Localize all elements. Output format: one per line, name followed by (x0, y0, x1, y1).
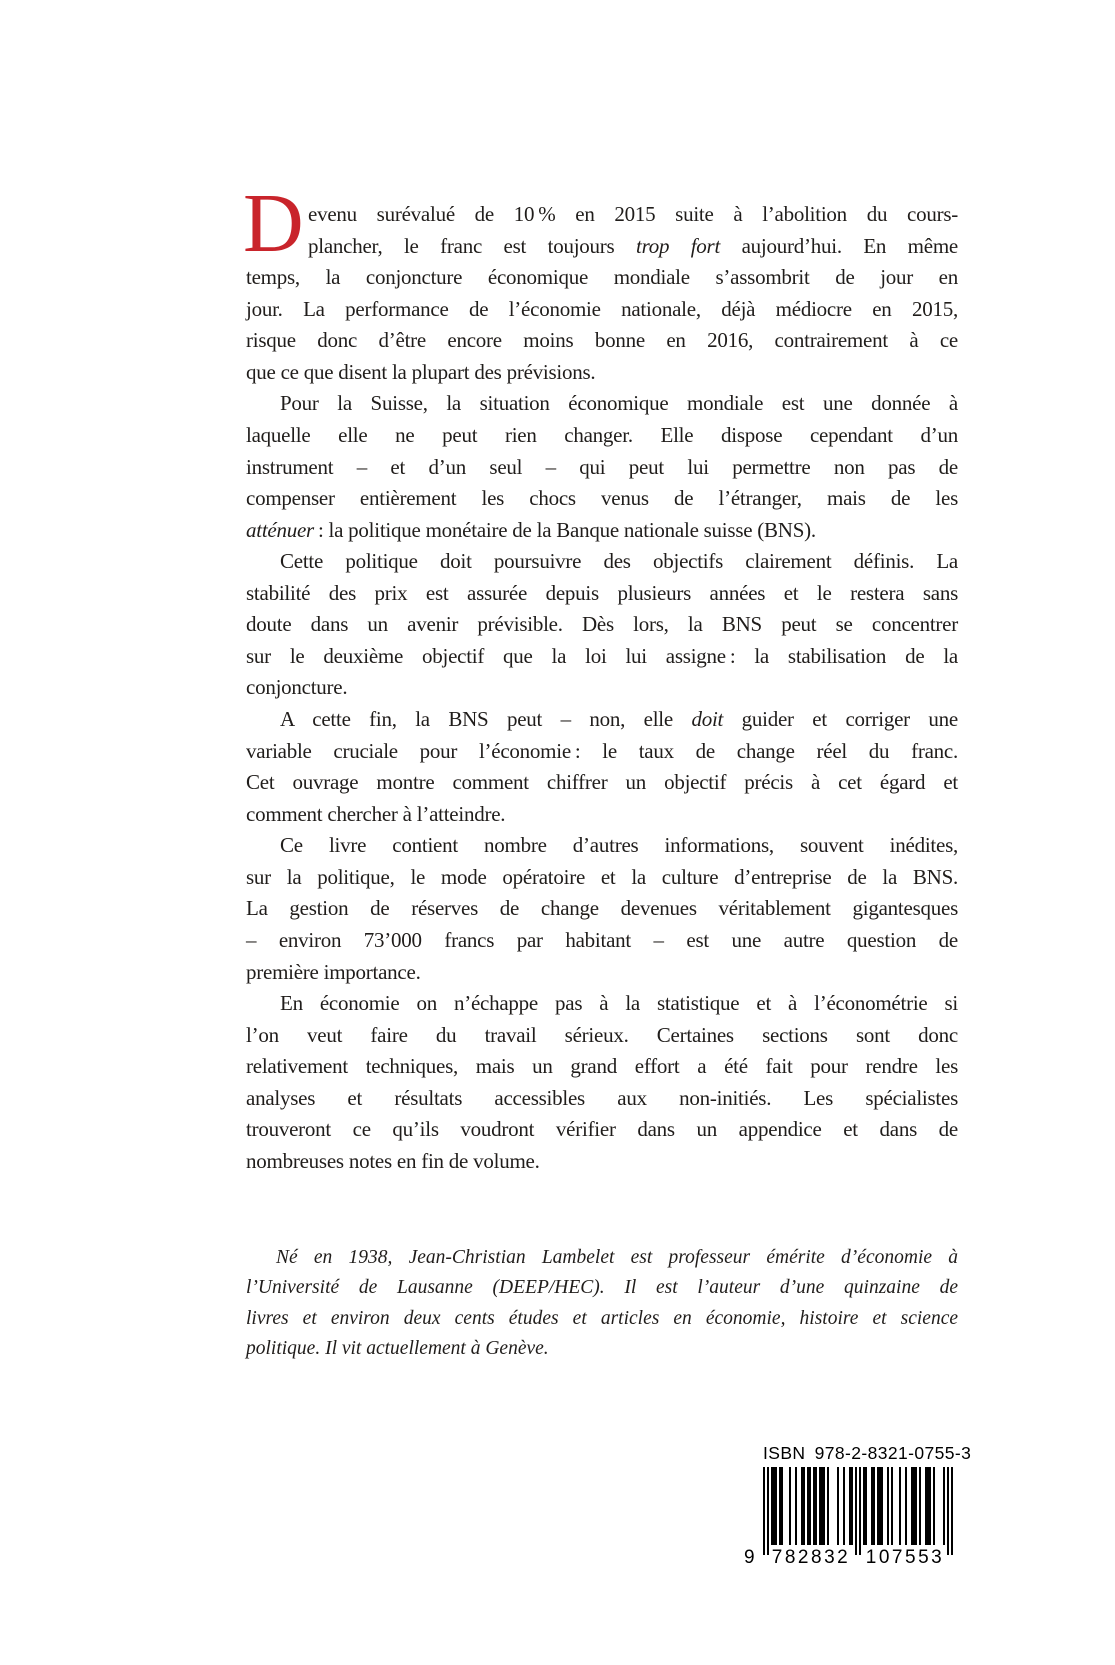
text-line: laquelle elle ne peut rien changer. Elle dispose cependant d’un (246, 422, 958, 447)
text-line: A cette fin, la BNS peut – non, elle doit guider et corriger une (280, 707, 958, 731)
bio-line: politique. Il vit actuellement à Genève. (246, 1337, 549, 1359)
text-line: l’on veut faire du travail sérieux. Certaines sections sont donc (246, 1022, 958, 1047)
blurb-paragraphs (246, 199, 958, 1177)
ean13-barcode (742, 1467, 958, 1565)
text-line: relativement techniques, mais un grand effort a été fait pour rendre les (246, 1054, 958, 1079)
text-line: Ce livre contient nombre d’autres informations, souvent inédites, (280, 833, 958, 858)
isbn-label: ISBN 978-2-8321-0755-3 (763, 1443, 972, 1463)
text-line: sur le deuxième objectif que la loi lui assigne : la stabilisation de la (246, 643, 958, 668)
author-bio (246, 1243, 958, 1364)
ean13-barcode-image (742, 1467, 958, 1565)
bio-line: livres et environ deux cents études et articles en économie, histoire et science (246, 1307, 958, 1329)
text-line: sur la politique, le mode opératoire et la culture d’entreprise de la BNS. (246, 864, 958, 889)
text-line: risque donc d’être encore moins bonne en 2016, contrairement à ce (246, 328, 958, 353)
text-line: plancher, le franc est toujours trop fort aujourd’hui. En même (308, 233, 958, 258)
text-line: première importance. (246, 959, 421, 984)
svg-text:9: 9 (744, 1547, 755, 1565)
text-line: Pour la Suisse, la situation économique mondiale est une donnée à (280, 391, 958, 416)
bio-line: l’Université de Lausanne (DEEP/HEC). Il est l’auteur d’une quinzaine de (246, 1277, 958, 1299)
svg-text:782832: 782832 (771, 1547, 851, 1565)
text-line: La gestion de réserves de change devenues véritablement gigantesques (246, 896, 958, 921)
text-line: En économie on n’échappe pas à la statistique et à l’économétrie si (280, 991, 958, 1016)
text-line: comment chercher à l’atteindre. (246, 801, 506, 826)
text-line: instrument – et d’un seul – qui peut lui permettre non pas de (246, 454, 958, 479)
text-line: jour. La performance de l’économie nationale, déjà médiocre en 2015, (246, 296, 958, 321)
text-line: trouveront ce qu’ils voudront vérifier dans un appendice et dans de (246, 1117, 958, 1142)
text-line: temps, la conjoncture économique mondiale s’assombrit de jour en (246, 265, 958, 290)
text-line: conjoncture. (246, 675, 348, 700)
text-line: doute dans un avenir prévisible. Dès lors, la BNS peut se concentrer (246, 612, 958, 637)
text-line: Cette politique doit poursuivre des objectifs clairement définis. La (280, 549, 958, 574)
drop-cap-letter: D (243, 177, 304, 270)
text-line: atténuer : la politique monétaire de la Banque nationale suisse (BNS). (246, 517, 816, 542)
text-line: – environ 73’000 francs par habitant – est une autre question de (246, 927, 958, 952)
text-line: nombreuses notes en fin de volume. (246, 1148, 540, 1173)
text-line: stabilité des prix est assurée depuis plusieurs années et le restera sans (246, 580, 958, 605)
blurb-text-block (243, 177, 958, 1177)
text-line: analyses et résultats accessibles aux non-initiés. Les spécialistes (246, 1085, 958, 1110)
text-line: Cet ouvrage montre comment chiffrer un objectif précis à cet égard et (246, 770, 958, 795)
svg-text:107553: 107553 (865, 1547, 945, 1565)
bio-line: Né en 1938, Jean-Christian Lambelet est professeur émérite d’économie à (276, 1247, 958, 1268)
text-line: compenser entièrement les chocs venus de l’étranger, mais de les (246, 486, 958, 511)
text-line: evenu surévalué de 10 % en 2015 suite à l’abolition du cours- (308, 202, 958, 226)
text-line: variable cruciale pour l’économie : le taux de change réel du franc. (246, 738, 958, 763)
isbn-barcode-block (742, 1442, 972, 1565)
text-line: que ce que disent la plupart des prévisions. (246, 359, 596, 384)
